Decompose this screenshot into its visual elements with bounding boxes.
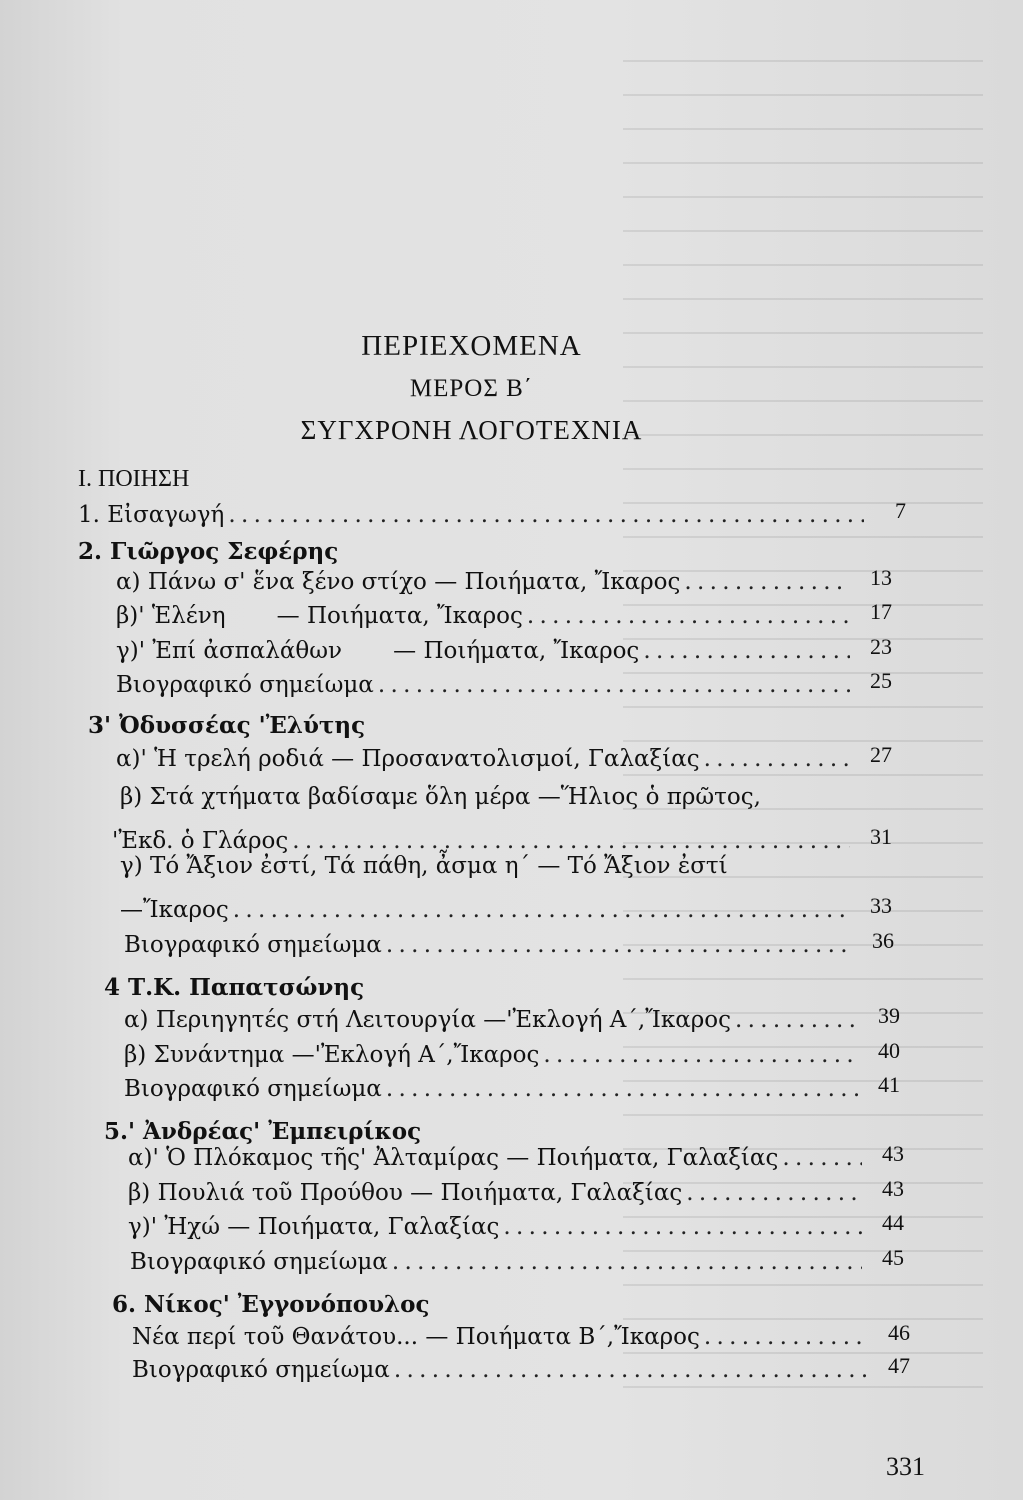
toc-entry-text: Βιογραφικό σημείωμα	[124, 1076, 382, 1102]
toc-entry	[128, 1208, 904, 1240]
toc-entry-text: γ)' Ἐπί ἀσπαλάθων — Ποιήματα, Ἴκαρος	[116, 638, 640, 664]
leader-dots	[233, 897, 850, 923]
leader-dots	[543, 1042, 858, 1068]
toc-page-number: 40	[878, 1038, 900, 1063]
leader-dots	[292, 828, 850, 854]
author-heading: 3' Ὀδυσσέας 'Ἐλύτης	[88, 712, 366, 739]
toc-entry	[128, 1139, 904, 1171]
toc-page-number: 36	[872, 928, 894, 953]
leader-dots	[386, 932, 852, 958]
toc-entry	[124, 1070, 900, 1102]
toc-entry	[116, 666, 892, 698]
toc-page-number: 43	[882, 1176, 904, 1201]
toc-entry	[120, 891, 892, 923]
leader-dots	[527, 603, 850, 629]
page-folio-number: 331	[886, 1452, 925, 1481]
toc-page-number: 33	[870, 893, 892, 918]
literature-title: ΣΥΓΧΡΟΝΗ ΛΟΓΟΤΕΧΝΙΑ	[300, 415, 643, 445]
author-heading: 2. Γιῶργος Σεφέρης	[78, 538, 339, 565]
part-title: ΜΕΡΟΣ Β΄	[409, 375, 534, 402]
toc-entry-text: β) Πουλιά τοῦ Προύθου — Ποιήματα, Γαλαξίας	[128, 1180, 683, 1206]
toc-entry-text-line: β) Στά χτήματα βαδίσαμε ὅλη μέρα —Ἥλιος ὁ πρῶτος,	[120, 784, 761, 810]
leader-dots	[394, 1357, 868, 1383]
toc-entry-text: α)' Ἡ τρελή ροδιά — Προσανατολισμοί, Γαλαξίας	[116, 746, 700, 772]
leader-dots	[503, 1214, 862, 1240]
toc-page-number: 7	[895, 498, 906, 523]
leader-dots	[735, 1007, 858, 1033]
toc-entry	[116, 563, 892, 595]
toc-entry	[130, 1243, 904, 1275]
toc-page-number: 41	[878, 1072, 900, 1097]
toc-entry-text: 'Ἐκδ. ὁ Γλάρος	[112, 828, 289, 854]
toc-entry-text: β) Συνάντημα —'Ἐκλογή Α΄,Ἴκαρος	[124, 1042, 540, 1068]
toc-page-number: 47	[888, 1353, 910, 1378]
toc-entry-text: 1. Εἰσαγωγή	[78, 502, 225, 528]
toc-page-number: 45	[882, 1245, 904, 1270]
toc-page-number: 25	[870, 668, 892, 693]
toc-entry	[116, 740, 892, 772]
section-title-poetry: Ι. ΠΟΙΗΣΗ	[78, 466, 190, 492]
leader-dots	[392, 1249, 862, 1275]
leader-dots	[228, 502, 864, 528]
toc-entry	[132, 1351, 910, 1383]
toc-entry	[124, 1001, 900, 1033]
toc-entry-text: α)' Ὁ Πλόκαμος τῆς' Ἀλταμίρας — Ποιήματα, Γαλαξίας	[128, 1145, 779, 1171]
toc-page-number: 27	[870, 742, 892, 767]
toc-page-number: 43	[882, 1141, 904, 1166]
contents-title: ΠΕΡΙΕΧΟΜΕΝΑ	[361, 330, 582, 362]
toc-entry	[132, 1318, 910, 1350]
leader-dots	[643, 638, 850, 664]
author-heading: 5.' Ἀνδρέας' Ἐμπειρίκος	[104, 1118, 422, 1145]
toc-entry-text: Βιογραφικό σημείωμα	[124, 932, 382, 958]
toc-entry	[112, 822, 892, 854]
toc-entry-text-line: γ) Τό Ἄξιον ἐστί, Τά πάθη, ἆσμα η΄ — Τό Ἄξιον ἐστί	[120, 853, 728, 879]
toc-entry	[124, 1036, 900, 1068]
toc-page-number: 46	[888, 1320, 910, 1345]
leader-dots	[782, 1145, 862, 1171]
toc-page-number: 39	[878, 1003, 900, 1028]
toc-page-number: 13	[870, 565, 892, 590]
toc-entry-text: —Ἴκαρος	[120, 897, 229, 923]
toc-entry-text: Βιογραφικό σημείωμα	[132, 1357, 390, 1383]
toc-page-number: 17	[870, 599, 892, 624]
toc-entry-text: β)' Ἑλένη — Ποιήματα, Ἴκαρος	[116, 603, 523, 629]
toc-entry-text: Βιογραφικό σημείωμα	[116, 672, 374, 698]
toc-page-number: 23	[870, 634, 892, 659]
toc-entry	[124, 926, 894, 958]
toc-entry	[78, 496, 906, 528]
toc-entry-text: α) Πάνω σ' ἕνα ξένο στίχο — Ποιήματα, Ἴκαρος	[116, 569, 681, 595]
toc-entry-text: γ)' Ἠχώ — Ποιήματα, Γαλαξίας	[128, 1214, 500, 1240]
toc-entry	[116, 597, 892, 629]
leader-dots	[684, 569, 850, 595]
author-heading: 6. Νίκος' Ἐγγονόπουλος	[112, 1291, 430, 1318]
author-heading: 4 Τ.Κ. Παπατσώνης	[104, 974, 365, 1001]
leader-dots	[704, 746, 850, 772]
toc-page-number: 44	[882, 1210, 904, 1235]
toc-entry	[128, 1174, 904, 1206]
leader-dots	[378, 672, 850, 698]
toc-entry-text: Βιογραφικό σημείωμα	[130, 1249, 388, 1275]
leader-dots	[386, 1076, 858, 1102]
leader-dots	[686, 1180, 862, 1206]
toc-entry-text: Νέα περί τοῦ Θανάτου... — Ποιήματα Β΄,Ἴκαρος	[132, 1324, 700, 1350]
toc-entry-text: α) Περιηγητές στή Λειτουργία —'Ἐκλογή Α΄,Ἴκαρος	[124, 1007, 731, 1033]
leader-dots	[704, 1324, 868, 1350]
toc-entry	[116, 632, 892, 664]
toc-page-number: 31	[870, 824, 892, 849]
